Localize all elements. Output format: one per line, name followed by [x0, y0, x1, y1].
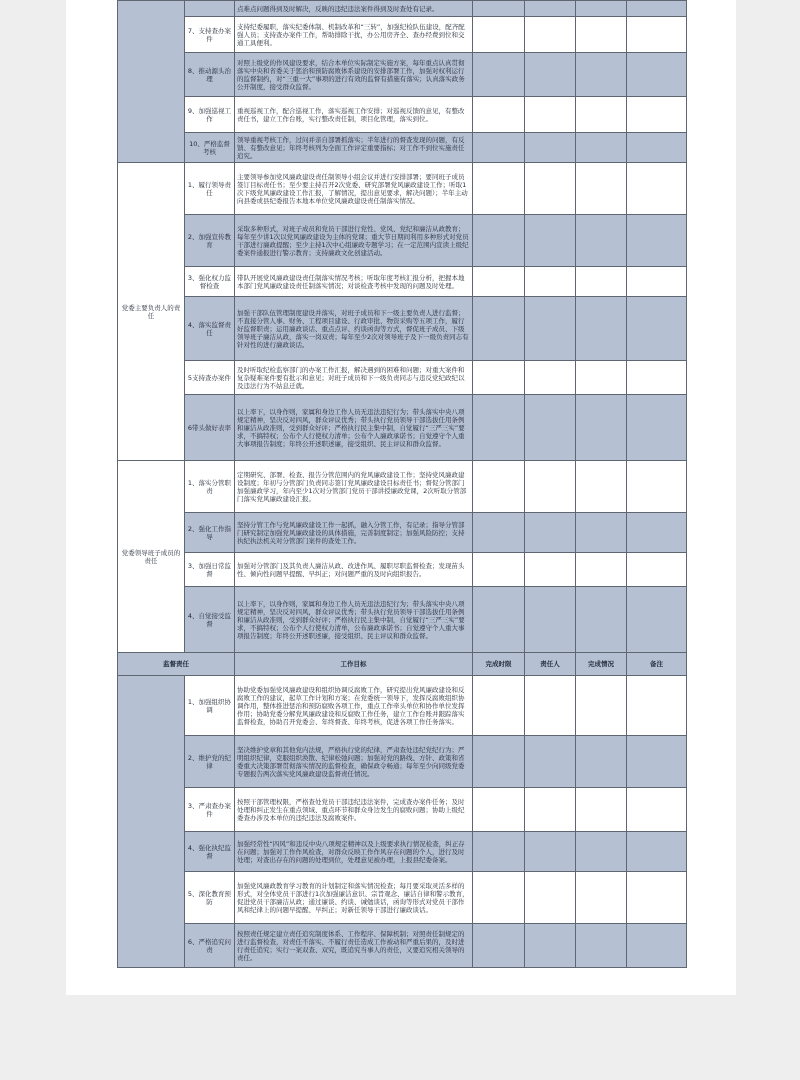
owner-cell[interactable]	[525, 676, 576, 736]
table-row	[118, 361, 687, 395]
deadline-cell[interactable]	[473, 676, 525, 736]
remark-cell[interactable]	[627, 163, 687, 215]
owner-cell[interactable]	[525, 872, 576, 924]
target-cell: 对照上级党的作风建设要求，结合本单位实际制定实施方案，每年重点认真贯彻落实中央和省委关于惩治和预防腐败体系建设的安排部署工作，加强对权利运行的监督制约，对“三重一大”事项的进行有效的监督有措施有落实；认真落实政务公开制度，接受群众监督。	[235, 53, 473, 97]
deadline-cell[interactable]	[473, 924, 525, 968]
deadline-cell[interactable]	[473, 872, 525, 924]
remark-cell[interactable]	[627, 267, 687, 297]
owner-cell[interactable]	[525, 832, 576, 872]
status-cell[interactable]	[576, 736, 627, 788]
status-cell[interactable]	[576, 163, 627, 215]
table-row	[118, 736, 687, 788]
target-cell: 坚决维护党章和其他党内法规，严格执行党的纪律，严肃查处违纪党纪行为；严明组织纪律，克服组织涣散、纪律松弛问题；加强对党的路线、方针、政策和省委重大决策部署贯彻落实情况的监督检查，确保政令畅通；每年至少向同级党委专题报告两次落实党风廉政建设监督责任情况。	[235, 736, 473, 788]
target-cell: 加强干部队伍管理制度建设并落实，对班子成员和下一级主要负责人进行监督；不直接分管人事、财务、工程项目建设、行政审批、物资采购等五项工作，履行好监督职责；运用廉政谈话、重点点评、约谈函询等方式，督促班子成员、下级领导班子廉洁从政，落实一岗双责；每年至少2次对领导班子及下一级负责同志有针对性的进行廉政谈话。	[235, 297, 473, 361]
owner-cell[interactable]	[525, 361, 576, 395]
status-cell[interactable]	[576, 872, 627, 924]
item-cell: 8、推动源头治理	[185, 53, 235, 97]
table-row	[118, 924, 687, 968]
owner-cell[interactable]	[525, 461, 576, 513]
owner-cell[interactable]	[525, 297, 576, 361]
deadline-cell[interactable]	[473, 461, 525, 513]
header-remark: 备注	[627, 653, 687, 676]
remark-cell[interactable]	[627, 513, 687, 553]
target-cell: 带队开展党风廉政建设责任制落实情况考核；听取年度考核汇报分析，把握本地本部门党风廉政建设责任制落实情况；对谈检查考核中发现的问题及时处理。	[235, 267, 473, 297]
deadline-cell[interactable]	[473, 215, 525, 267]
remark-cell[interactable]	[627, 97, 687, 133]
deadline-cell[interactable]	[473, 736, 525, 788]
owner-cell[interactable]	[525, 1, 576, 17]
owner-cell[interactable]	[525, 17, 576, 53]
table-row	[118, 832, 687, 872]
table-row	[118, 461, 687, 513]
status-cell[interactable]	[576, 97, 627, 133]
status-cell[interactable]	[576, 788, 627, 832]
item-cell: 2、加强宣传教育	[185, 215, 235, 267]
deadline-cell[interactable]	[473, 17, 525, 53]
target-cell: 坚持分管工作与党风廉政建设工作一起抓，融入分管工作，有记录；指导分管部门研究制定加强党风廉政建设的具体措施，完善制度制定；加强风险防控；支持执纪执法机关对分管部门案件的查处工作。	[235, 513, 473, 553]
status-cell[interactable]	[576, 361, 627, 395]
remark-cell[interactable]	[627, 395, 687, 461]
table-row	[118, 1, 687, 17]
table-row	[118, 513, 687, 553]
header-deadline: 完成时限	[473, 653, 525, 676]
remark-cell[interactable]	[627, 924, 687, 968]
owner-cell[interactable]	[525, 395, 576, 461]
remark-cell[interactable]	[627, 1, 687, 17]
table-row	[118, 163, 687, 215]
target-cell: 采取多种形式，对班子成员和党员干部进行党性、党风、党纪和廉洁从政教育；每年至少讲1次以党风廉政建设为主体的党课；重大节日期间利用多种形式对党员干部进行廉政提醒；至少主持1次中心组廉政专题学习；在一定范围内宣读上级纪委案件通报进行警示教育；支持廉政文化创建活动。	[235, 215, 473, 267]
table-row	[118, 788, 687, 832]
item-cell: 10、严格监督考核	[185, 133, 235, 163]
item-cell: 9、加强巡视工作	[185, 97, 235, 133]
category-cell	[118, 676, 185, 968]
status-cell[interactable]	[576, 461, 627, 513]
remark-cell[interactable]	[627, 872, 687, 924]
status-cell[interactable]	[576, 553, 627, 587]
deadline-cell[interactable]	[473, 587, 525, 653]
remark-cell[interactable]	[627, 297, 687, 361]
target-cell: 领导重视考核工作，过问并亲自部署抓落实；半年进行的督查发现的问题，有反馈、有整改意见；年终考核列为全面工作评定重要指标；对工作不到位实施责任追究。	[235, 133, 473, 163]
remark-cell[interactable]	[627, 53, 687, 97]
table-row	[118, 395, 687, 461]
responsibility-table	[117, 0, 687, 968]
target-cell: 加强经常性“四风”和违反中央八项规定精神以及上级要求执行情况检查，纠正存在问题；加强对工作作风检查，对群众反映工作作风存在问题的个人，进行及时处理；对查出存在的问题的处理到位，处理意见被办理，上报县纪委备案。	[235, 832, 473, 872]
owner-cell[interactable]	[525, 924, 576, 968]
target-cell: 加强党风廉政教育学习教育的计划制定和落实情况检查；每月要采取灵活多样的形式，对全体党员干部进行1次加强廉洁意识、宗旨观念、廉洁自律和警示教育，促进党员干部廉洁从政；通过廉谈、约谈、诫勉谈话，函询等形式对党员干部作风和纪律上的问题早提醒、早纠正；对新任领导干部进行廉政谈话。	[235, 872, 473, 924]
header-row	[118, 653, 687, 676]
owner-cell[interactable]	[525, 97, 576, 133]
target-cell: 协助党委加强党风廉政建设和组织协调反腐败工作，研究提出党风廉政建设和反腐败工作的建议，起草工作计划和方案；在党委统一领导下，发挥反腐败组织协调作用，整体推进惩治和预防腐败各项工作，重点工作牵头单位和协作单位发挥作用；协助党委分解党风廉政建设和反腐败工作任务，建立工作台账并跟踪落实监督检查，协助召开党委会、年终督查、年终考核，促进各项工作任务落实。	[235, 676, 473, 736]
item-cell: 3、加强日常监督	[185, 553, 235, 587]
target-cell: 支持纪委履职，落实纪委体制、机制改革和“三转”，加强纪检队伍建设，配齐配强人员；支持查办案件工作，帮助排除干扰，办公用房齐全、查办经费到位和交通工具便利。	[235, 17, 473, 53]
remark-cell[interactable]	[627, 587, 687, 653]
item-cell: 4、强化执纪监督	[185, 832, 235, 872]
remark-cell[interactable]	[627, 832, 687, 872]
header-status: 完成情况	[576, 653, 627, 676]
target-cell: 按照干部管理权限，严格查处党员干部违纪违法案件，完成查办案件任务；及时处理和纠正发生在重点领域、重点环节和群众身边发生的腐败问题；协助上级纪委查办涉及本单位的违纪违法及腐败案件。	[235, 788, 473, 832]
table-row	[118, 133, 687, 163]
owner-cell[interactable]	[525, 133, 576, 163]
table-row	[118, 53, 687, 97]
item-cell: 4、落实监督责任	[185, 297, 235, 361]
owner-cell[interactable]	[525, 553, 576, 587]
deadline-cell[interactable]	[473, 97, 525, 133]
document-sheet	[66, 0, 736, 995]
target-cell: 主要领导参加党风廉政建设责任制领导小组会议并进行安排部署；要同班子成员签订目标责任书；至少要主持召开2次党委、研究部署党风廉政建设工作；听取1次下级党风廉政建设工作汇报，了解情况，提出意见要求，解决问题）；半年主动向县委或县纪委报告本地本单位党风廉政建设责任制落实情况。	[235, 163, 473, 215]
owner-cell[interactable]	[525, 736, 576, 788]
deadline-cell[interactable]	[473, 832, 525, 872]
table-row	[118, 297, 687, 361]
status-cell[interactable]	[576, 267, 627, 297]
header-supervision: 监督责任	[118, 653, 235, 676]
remark-cell[interactable]	[627, 17, 687, 53]
deadline-cell[interactable]	[473, 553, 525, 587]
owner-cell[interactable]	[525, 788, 576, 832]
deadline-cell[interactable]	[473, 53, 525, 97]
table-row	[118, 17, 687, 53]
header-target: 工作目标	[235, 653, 473, 676]
remark-cell[interactable]	[627, 215, 687, 267]
deadline-cell[interactable]	[473, 297, 525, 361]
target-cell: 以上率下，以身作则，家属和身边工作人员无违法违纪行为；带头落实中央八项规定精神，坚决反对四风，群众评议优秀；带头执行党员领导干部选拔任用条例和廉洁从政准则，受到群众好评；严格执行民主集中制，自觉履行“三严三实”要求，不搞特权；公布个人行使权力清单，公布廉政承诺书；自觉遵守个人重大事项报告制度；年终公开述职述廉，接受组织、民主评议和群众监督。	[235, 587, 473, 653]
status-cell[interactable]	[576, 53, 627, 97]
deadline-cell[interactable]	[473, 395, 525, 461]
category-cell: 党委主要负责人的责任	[118, 163, 185, 461]
status-cell[interactable]	[576, 924, 627, 968]
remark-cell[interactable]	[627, 133, 687, 163]
status-cell[interactable]	[576, 513, 627, 553]
item-cell: 4、自觉接受监督	[185, 587, 235, 653]
target-cell: 点难点问题得到及时解决，反映的违纪违法案件得到及时查处有记录。	[235, 1, 473, 17]
remark-cell[interactable]	[627, 676, 687, 736]
item-cell: 6带头做好表率	[185, 395, 235, 461]
owner-cell[interactable]	[525, 513, 576, 553]
owner-cell[interactable]	[525, 267, 576, 297]
status-cell[interactable]	[576, 676, 627, 736]
remark-cell[interactable]	[627, 788, 687, 832]
remark-cell[interactable]	[627, 736, 687, 788]
deadline-cell[interactable]	[473, 1, 525, 17]
status-cell[interactable]	[576, 832, 627, 872]
table-row	[118, 872, 687, 924]
item-cell: 2、强化工作指导	[185, 513, 235, 553]
item-cell: 1、落实分管职责	[185, 461, 235, 513]
category-cell	[118, 1, 185, 163]
owner-cell[interactable]	[525, 587, 576, 653]
table-row	[118, 97, 687, 133]
status-cell[interactable]	[576, 297, 627, 361]
target-cell: 及时听取纪检监察部门的办案工作汇报，解决遇到的困难和问题；对重大案件和复杂疑难案件要有批示和意见；对班子成员和下一级负责同志与违反党纪政纪以及违法行为不姑息迁就。	[235, 361, 473, 395]
deadline-cell[interactable]	[473, 361, 525, 395]
table-row	[118, 215, 687, 267]
target-cell: 加强对分管部门及其负责人廉洁从政、改进作风、履职尽职监督检查；发现苗头性、倾向性问题早提醒、早纠正；对问题严重的及时向组织报告。	[235, 553, 473, 587]
status-cell[interactable]	[576, 215, 627, 267]
deadline-cell[interactable]	[473, 133, 525, 163]
table-row	[118, 267, 687, 297]
item-cell: 1、履行领导责任	[185, 163, 235, 215]
status-cell[interactable]	[576, 395, 627, 461]
item-cell: 2、维护党的纪律	[185, 736, 235, 788]
deadline-cell[interactable]	[473, 513, 525, 553]
owner-cell[interactable]	[525, 215, 576, 267]
remark-cell[interactable]	[627, 461, 687, 513]
table-row	[118, 676, 687, 736]
item-cell	[185, 1, 235, 17]
deadline-cell[interactable]	[473, 163, 525, 215]
item-cell: 7、支持查办案件	[185, 17, 235, 53]
target-cell: 按照责任规定建立责任追究制度体系、工作程序、保障机制；对照责任制规定的进行监督检查，对责任不落实、不履行责任造成工作被动和严重后果的，及时进行责任追究；实行一案双查、双究，既追究当事人的责任，又要追究相关领导的责任。	[235, 924, 473, 968]
target-cell: 以上率下，以身作则，家属和身边工作人员无违法违纪行为；带头落实中央八项规定精神，坚决反对四风，群众评议优秀；带头执行党员领导干部选拔任用条例和廉洁从政准则，受到群众好评；严格执行民主集中制，自觉履行“三严三实”要求，不搞特权；公布个人行使权力清单；公布个人廉政承诺书；自觉遵守个人重大事项报告制度；年终公开述职述廉，接受组织、民主评议和群众监督。	[235, 395, 473, 461]
target-cell: 定期研究、部署、检查、报告分管范围内的党风廉政建设工作；坚持党风廉政建设制度；年初与分管部门负责同志签订党风廉政建设目标责任书；督促分管部门加强廉政学习，年内至少1次对分管部门党员干部讲授廉政党课，2次听取分管部门落实党风廉政建设汇报。	[235, 461, 473, 513]
table-row	[118, 587, 687, 653]
deadline-cell[interactable]	[473, 267, 525, 297]
item-cell: 3、强化权力监督检查	[185, 267, 235, 297]
item-cell: 5、深化教育预防	[185, 872, 235, 924]
remark-cell[interactable]	[627, 361, 687, 395]
deadline-cell[interactable]	[473, 788, 525, 832]
header-owner: 责任人	[525, 653, 576, 676]
status-cell[interactable]	[576, 587, 627, 653]
status-cell[interactable]	[576, 1, 627, 17]
owner-cell[interactable]	[525, 163, 576, 215]
status-cell[interactable]	[576, 17, 627, 53]
status-cell[interactable]	[576, 133, 627, 163]
item-cell: 6、严格追究问责	[185, 924, 235, 968]
remark-cell[interactable]	[627, 553, 687, 587]
target-cell: 重视巡视工作，配合巡视工作，落实巡视工作安排；对巡视反馈的意见，有整改责任书，建立工作台账，实行整改责任制，项目化管理，落实到位。	[235, 97, 473, 133]
category-cell: 党委领导班子成员的责任	[118, 461, 185, 653]
owner-cell[interactable]	[525, 53, 576, 97]
table-row	[118, 553, 687, 587]
item-cell: 3、严肃查办案件	[185, 788, 235, 832]
item-cell: 1、加强组织协调	[185, 676, 235, 736]
item-cell: 5支持查办案件	[185, 361, 235, 395]
